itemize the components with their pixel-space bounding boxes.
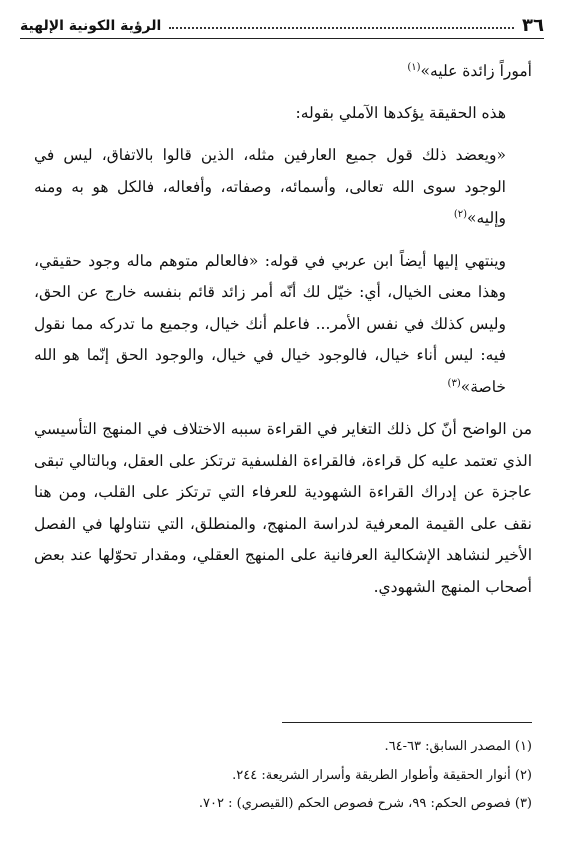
- paragraph: [34, 56, 532, 88]
- running-header: [20, 8, 544, 36]
- footnote: (٣) فصوص الحكم: ٩٩، شرح فصوص الحكم (القيصري) : ٧٠٢.: [198, 796, 532, 811]
- footnote-ref: (٢): [453, 208, 467, 220]
- running-title: الرؤية الكونية الإلهية: [20, 18, 162, 34]
- body-text: [34, 56, 532, 614]
- quote-paragraph: [34, 140, 532, 235]
- quote-paragraph: [34, 246, 532, 404]
- header-rule: [20, 38, 544, 39]
- paragraph: [34, 414, 532, 603]
- footnote: (٢) أنوار الحقيقة وأطوار الطريقة وأسرار الشريعة: ٢٤٤.: [232, 767, 532, 783]
- paragraph-text: وينتهي إليها أيضاً ابن عربي في قوله: «فالعالم متوهم ماله وجود حقيقي، وهذا معنى الخيال، أي: خيّل لك أنّه أمر زائد قائم بنفسه خارج عن الحق، وليس كذلك في نفس الأمر... فاعلم أنك خيال، وجميع ما تدركه مما نقول فيه: ليس أناء خيال، فالوجود خيال في خيال، والوجود الحق إنّما هو الله خاصة»: [34, 251, 506, 396]
- paragraph-text: من الواضح أنّ كل ذلك التغاير في القراءة سببه الاختلاف في المنهج التأسيسي الذي تعتمد عليه كل قراءة، فالقراءة الفلسفية ترتكز على العقل، وبالتالي تبقى عاجزة عن إدراك القراءة الشهودية للعرفاء التي ترتكز على القلب، ومن هنا نقف على القيمة المعرفية لدراسة المنهج، والمنطلق، التي نتناولها في الفصل الأخير لنشاهد الإشكالية العرفانية على المنهج العقلي، ومقدار تحوّلها عند بعض أصحاب المنهج الشهودي.: [34, 420, 532, 596]
- paragraph: [34, 98, 532, 130]
- header-dotted-leader: [169, 27, 514, 29]
- footnote: (١) المصدر السابق: ٦٣-٦٤.: [384, 739, 532, 754]
- paragraph-text: أموراً زائدة عليه»: [420, 62, 532, 80]
- footnote-ref: (٣): [447, 377, 461, 389]
- page-number: ٣٦: [522, 15, 544, 36]
- footnote-rule: [282, 722, 532, 723]
- paragraph-text: هذه الحقيقة يؤكدها الآملي بقوله:: [295, 103, 506, 122]
- footnote-ref: (١): [407, 61, 421, 73]
- paragraph-text: «ويعضد ذلك قول جميع العارفين مثله، الذين قالوا بالاتفاق، ليس في الوجود سوى الله تعالى، وأسمائه، وصفاته، وأفعاله، فالكل هو به ومنه وإليه»: [34, 146, 506, 227]
- footnotes: [34, 733, 532, 819]
